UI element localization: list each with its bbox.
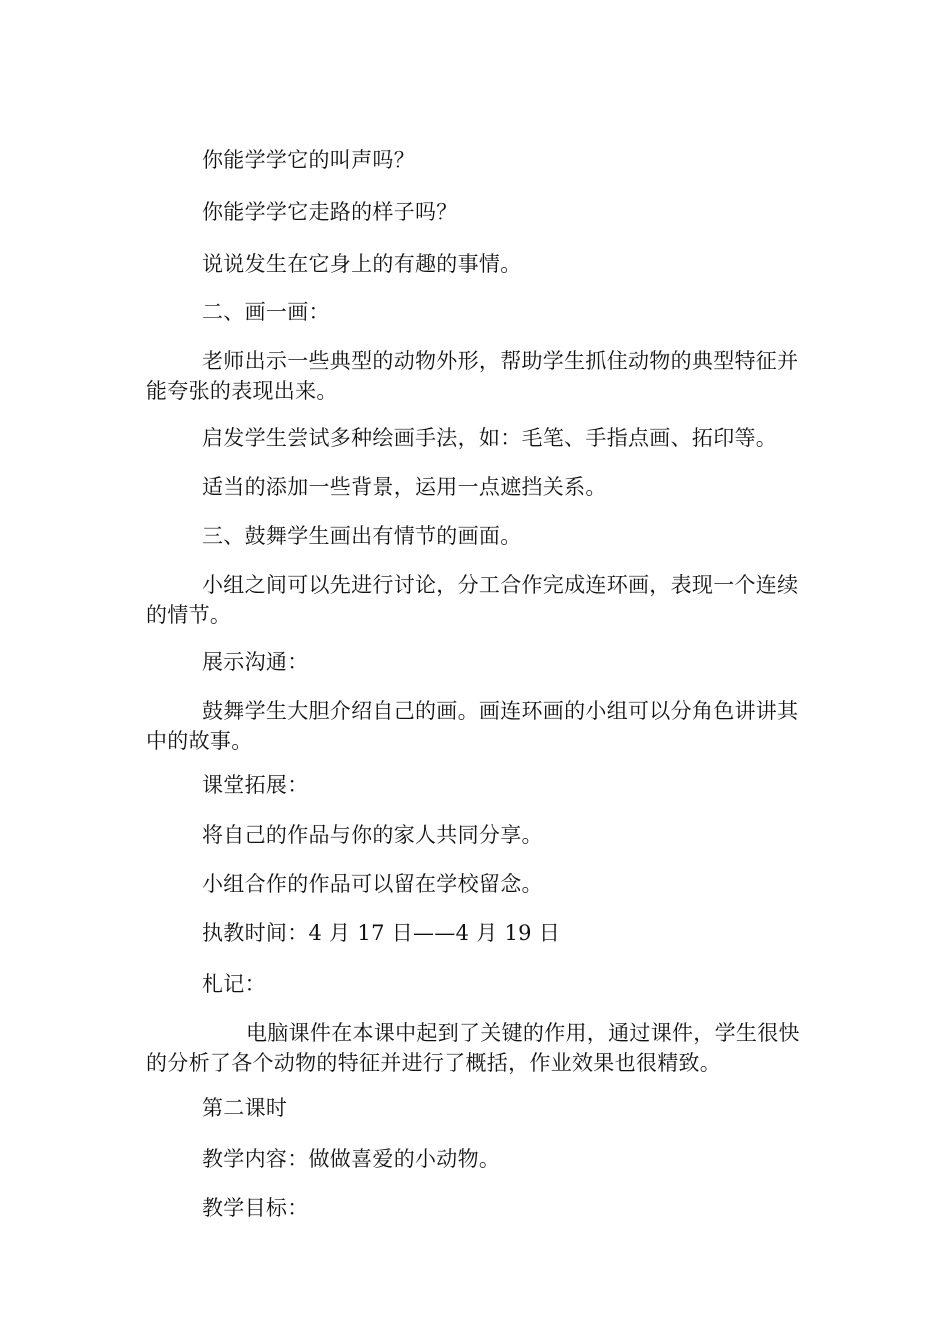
paragraph-group-discussion: 小组之间可以先进行讨论，分工合作完成连环画，表现一个连续的情节。 — [146, 573, 799, 627]
heading-showcase: 展示沟通： — [202, 650, 309, 674]
paragraph-teacher-shows: 老师出示一些典型的动物外形，帮助学生抓住动物的典型特征并能夸张的表现出来。 — [146, 349, 799, 403]
heading-teaching-goals: 教学目标： — [202, 1196, 309, 1220]
paragraph-teaching-content: 教学内容：做做喜爱的小动物。 — [202, 1147, 501, 1171]
heading-notes: 札记： — [202, 972, 266, 996]
heading-extension: 课堂拓展： — [202, 773, 309, 797]
paragraph-background: 适当的添加一些背景，运用一点遮挡关系。 — [202, 475, 607, 499]
heading-draw: 二、画一画： — [202, 300, 330, 324]
paragraph-imitate-walk: 你能学学它走路的样子吗？ — [202, 200, 458, 224]
paragraph-share-family: 将自己的作品与你的家人共同分享。 — [202, 823, 543, 847]
paragraph-introduce-drawing: 鼓舞学生大胆介绍自己的画。画连环画的小组可以分角色讲讲其中的故事。 — [146, 699, 799, 753]
heading-encourage-plot: 三、鼓舞学生画出有情节的画面。 — [202, 524, 522, 548]
paragraph-tell-story: 说说发生在它身上的有趣的事情。 — [202, 252, 522, 276]
heading-second-lesson: 第二课时 — [202, 1096, 288, 1120]
paragraph-group-work: 小组合作的作品可以留在学校留念。 — [202, 872, 543, 896]
paragraph-imitate-sound: 你能学学它的叫声吗？ — [202, 148, 415, 172]
paragraph-painting-methods: 启发学生尝试多种绘画手法，如：毛笔、手指点画、拓印等。 — [202, 426, 778, 450]
paragraph-notes-body: 电脑课件在本课中起到了关键的作用，通过课件，学生很快的分析了各个动物的特征并进行了概括，作业效果也很精致。 — [146, 1021, 800, 1075]
paragraph-teaching-time: 执教时间：4 月 17 日——4 月 19 日 — [202, 921, 561, 945]
